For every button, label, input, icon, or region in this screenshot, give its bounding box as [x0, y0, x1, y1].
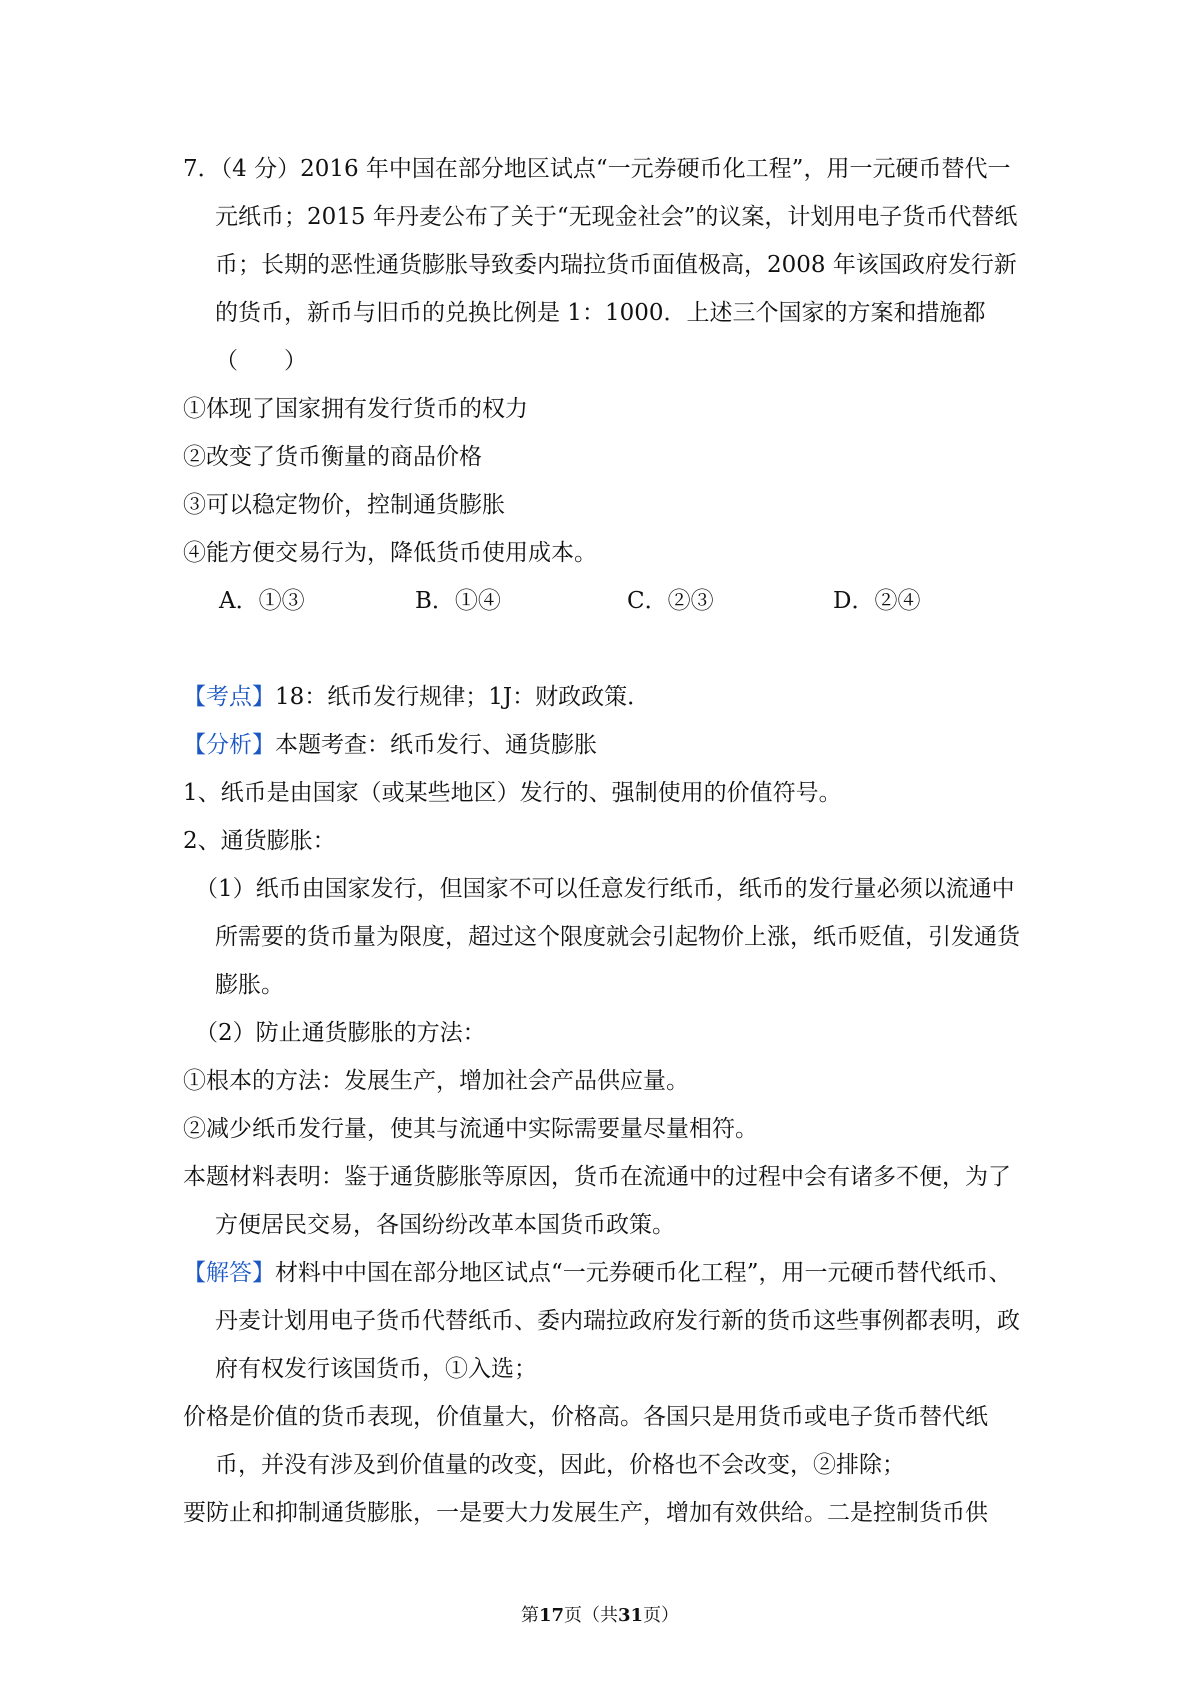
option-b: B．①④ [415, 588, 501, 614]
analysis-point-2: 2、通货膨胀： [183, 828, 336, 854]
answer-tag: 【解答】 [183, 1260, 275, 1286]
analysis-sub-2: （2）防止通货膨胀的方法： [195, 1020, 486, 1046]
footer-current-page: 17 [538, 1605, 564, 1626]
kaodian-tag: 【考点】 [183, 684, 275, 710]
answer-paragraph-2: 价格是价值的货币表现，价值量大，价格高。各国只是用货币或电子货币替代纸币，并没有涉及到价值量的改变，因此，价格也不会改变，②排除； [183, 1404, 988, 1478]
footer-total-pages: 31 [618, 1605, 644, 1626]
kaodian-line [183, 673, 1033, 721]
footer-prefix: 第 [520, 1605, 539, 1626]
footer-suffix: 页） [643, 1605, 680, 1626]
answer-paragraph-3: 要防止和抑制通货膨胀，一是要大力发展生产，增加有效供给。二是控制货币供 [183, 1500, 988, 1526]
question-stem: 7．（4 分）2016 年中国在部分地区试点“一元券硬币化工程”，用一元硬币替代一元纸币；2015 年丹麦公布了关于“无现金社会”的议案，计划用电子货币代替纸币；长期的恶性通货膨胀导致委内瑞拉货币面值极高，2008 年该国政府发行新的货币，新币与旧币的兑换比例是 1：1000．上述三个国家的方案和措施都（ ） [183, 156, 1018, 374]
kaodian-text: 18：纸币发行规律；1J：财政政策． [275, 684, 651, 710]
statement-4: ④能方便交易行为，降低货币使用成本。 [183, 540, 597, 566]
statement-3: ③可以稳定物价，控制通货膨胀 [183, 492, 505, 518]
fenxi-tag: 【分析】 [183, 732, 275, 758]
footer-middle: 页（共 [564, 1605, 618, 1626]
fenxi-line [183, 721, 1033, 769]
statement-2: ②改变了货币衡量的商品价格 [183, 444, 482, 470]
fenxi-text: 本题考查：纸币发行、通货膨胀 [275, 732, 597, 758]
option-a: A．①③ [219, 588, 305, 614]
option-d: D．②④ [833, 588, 921, 614]
statement-1: ①体现了国家拥有发行货币的权力 [183, 396, 528, 422]
answer-paragraph-1 [183, 1249, 1033, 1393]
analysis-point-1: 1、纸币是由国家（或某些地区）发行的、强制使用的价值符号。 [183, 780, 842, 806]
option-c: C．②③ [627, 588, 714, 614]
method-1: ①根本的方法：发展生产，增加社会产品供应量。 [183, 1068, 689, 1094]
analysis-sub-1: （1）纸币由国家发行，但国家不可以任意发行纸币，纸币的发行量必须以流通中所需要的货币量为限度，超过这个限度就会引起物价上涨，纸币贬值，引发通货膨胀。 [195, 876, 1020, 998]
method-2: ②减少纸币发行量，使其与流通中实际需要量尽量相符。 [183, 1116, 758, 1142]
answer-text: 材料中中国在部分地区试点“一元券硬币化工程”，用一元硬币替代纸币、丹麦计划用电子货币代替纸币、委内瑞拉政府发行新的货币这些事例都表明，政府有权发行该国货币，①入选； [215, 1260, 1020, 1382]
material-summary: 本题材料表明：鉴于通货膨胀等原因，货币在流通中的过程中会有诸多不便，为了方便居民交易，各国纷纷改革本国货币政策。 [183, 1164, 1011, 1238]
answer-options [183, 577, 1033, 625]
page-content [183, 145, 1033, 1537]
page-footer [0, 1604, 1200, 1628]
section-gap [183, 625, 1033, 673]
